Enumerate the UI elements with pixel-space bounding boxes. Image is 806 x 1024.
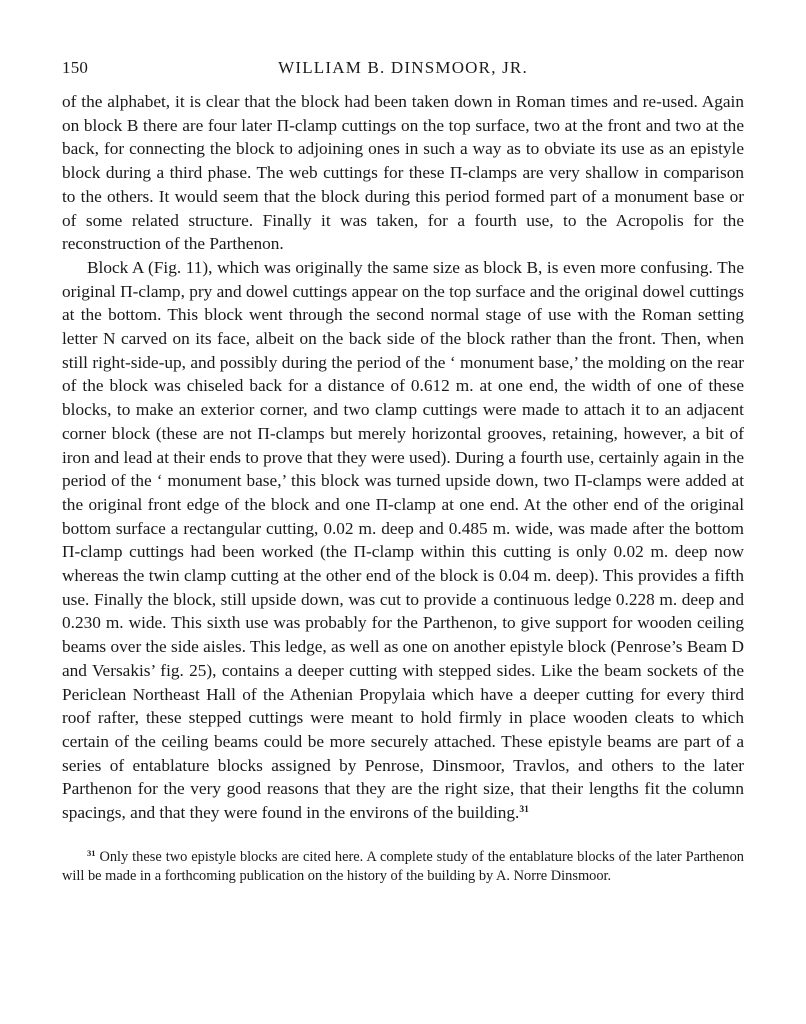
page-header [62, 54, 744, 80]
footnote-reference[interactable]: 31 [519, 805, 529, 816]
paragraph-block-a [62, 256, 744, 825]
running-head: WILLIAM B. DINSMOOR, JR. [278, 58, 528, 77]
footnote-text: Only these two epistyle blocks are cited here. A complete study of the entablature blocks of the later Parthenon will be made in a forthcoming publication on the history of the building by A. Norre Dinsmoor. [62, 848, 744, 885]
paragraph-continuation: of the alphabet, it is clear that the block had been taken down in Roman times and re-used. Again on block B there are four later Π-clamp cuttings on the top surface, two at the front and two at the back, for connecting the block to adjoining ones in such a way as to obviate its use as an epistyle block during a third phase. The web cuttings for these Π-clamps are very shallow in comparison to the others. It would seem that the block during this period formed part of a monument base or of some related structure. Finally it was taken, for a fourth use, to the Acropolis for the reconstruction of the Parthenon. [62, 92, 744, 254]
document-page [62, 54, 744, 887]
footnote [62, 848, 744, 887]
page-number: 150 [62, 58, 89, 77]
paragraph-block-a-text: Block A (Fig. 11), which was originally the same size as block B, is even more confusing. The original Π-clamp, pry and dowel cuttings appear on the top surface and the original dowel cuttings at the bottom. This block went through the second normal stage of use with the Roman setting letter N carved on its face, albeit on the back side of the block rather than the front. Then, when still right-side-up, and possibly during the period of the ‘ monument base,’ the molding on the rear of the block was chiseled back for a distance of 0.612 m. at one end, the width of one of these blocks, to make an exterior corner, and two clamp cuttings were made to attach it to an adjacent corner block (these are not Π-clamps but merely horizontal grooves, retaining, however, a bit of iron and lead at their ends to prove that they were used). During a fourth use, certainly again in the period of the ‘ monument base,’ this block was turned upside down, two Π-clamps were added at the original front edge of the block and one Π-clamp at one end. At the other end of the original bottom surface a rectangular cutting, 0.02 m. deep and 0.485 m. wide, was made after the bottom Π-clamp cuttings had been worked (the Π-clamp within this cutting is only 0.02 m. deep now whereas the twin clamp cutting at the other end of the block is 0.04 m. deep). This provides a fifth use. Finally the block, still upside down, was cut to provide a continuous ledge 0.228 m. deep and 0.230 m. wide. This sixth use was probably for the Parthenon, to give support for wooden ceiling beams over the side aisles. This ledge, as well as one on another epistyle block (Penrose’s Beam D and Versakis’ fig. 25), contains a deeper cutting with stepped sides. Like the beam sockets of the Periclean Northeast Hall of the Athenian Propylaia which have a deeper cutting for every third roof rafter, these stepped cuttings were meant to hold firmly in place wooden cleats to which certain of the ceiling beams could be more securely attached. These epistyle beams are part of a series of entablature blocks assigned by Penrose, Dinsmoor, Travlos, and others to the later Parthenon for the very good reasons that they are the right size, that their lengths fit the column spacings, and that they were found in the environs of the building. [62, 257, 744, 823]
body-text [62, 90, 744, 825]
footnote-number: 31 [87, 847, 96, 858]
